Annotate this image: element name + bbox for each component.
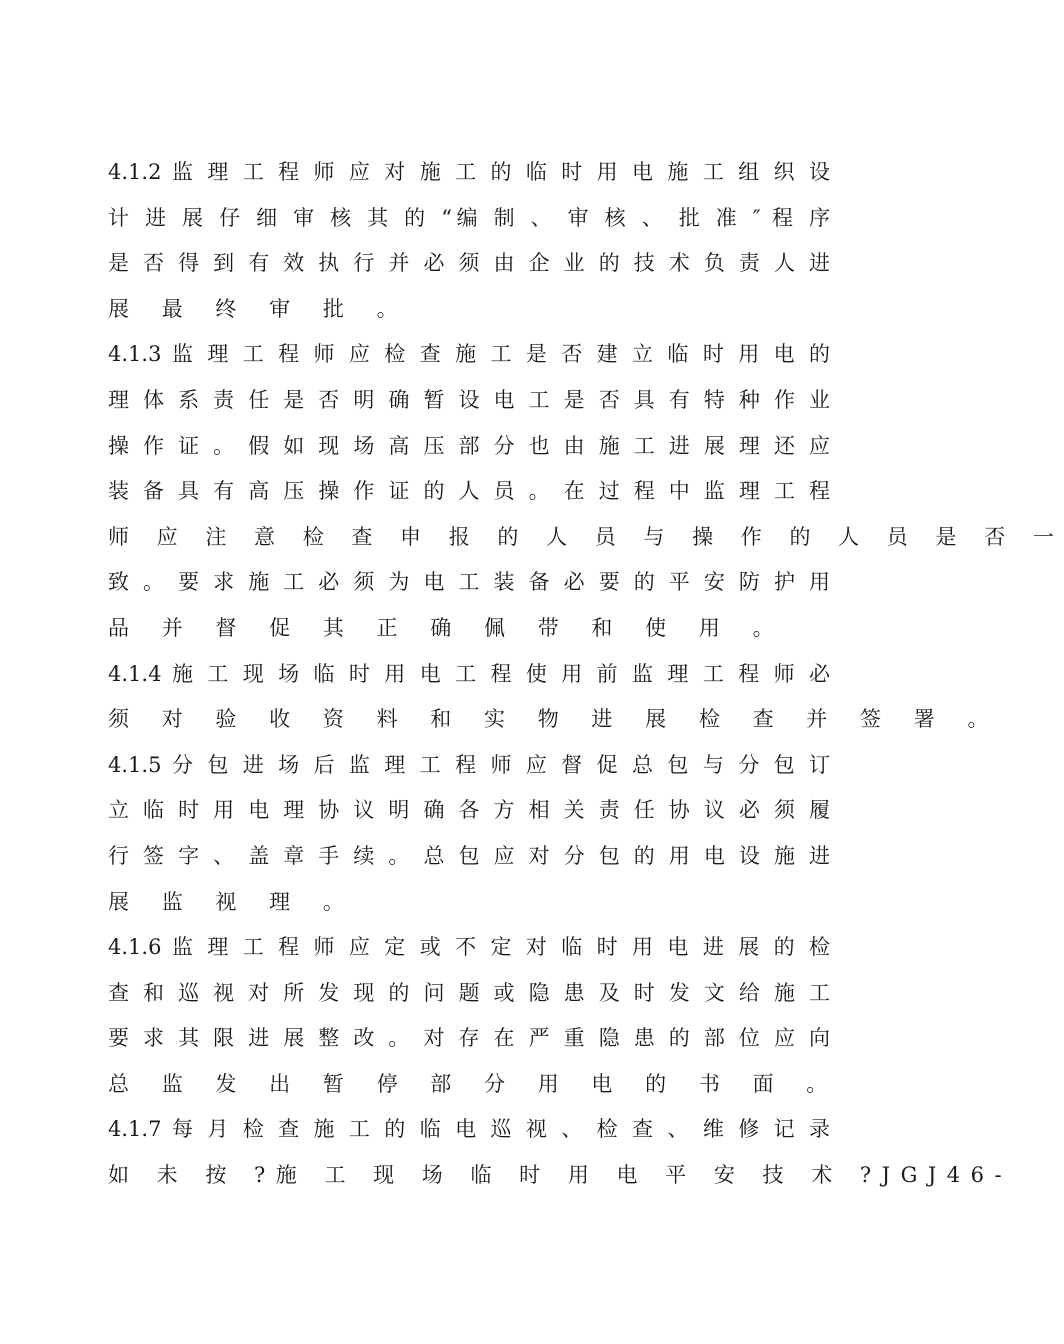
text-line: 4.1.4 施 工 现 场 临 时 用 电 工 程 使 用 前 监 理 工 程 师 必 xyxy=(108,661,830,686)
text-line: 行 签 字 、 盖 章 手 续 。 总 包 应 对 分 包 的 用 电 设 施 进 xyxy=(108,843,830,868)
text-line: 须 对 验 收 资 料 和 实 物 进 展 检 查 并 签 署 。 xyxy=(108,707,1002,732)
text-line: 展 最 终 审 批 。 xyxy=(108,296,411,321)
text-line: 操 作 证 。 假 如 现 场 高 压 部 分 也 由 施 工 进 展 理 还 应 xyxy=(108,433,830,458)
text-line: 4.1.6 监 理 工 程 师 应 定 或 不 定 对 临 时 用 电 进 展 的 检 xyxy=(108,935,830,960)
text-line: 4.1.2 监 理 工 程 师 应 对 施 工 的 临 时 用 电 施 工 组 织 设 xyxy=(108,160,830,184)
text-line: 查 和 巡 视 对 所 发 现 的 问 题 或 隐 患 及 时 发 文 给 施 工 xyxy=(108,980,830,1005)
text-line: 理 体 系 责 任 是 否 明 确 暂 设 电 工 是 否 具 有 特 种 作 业 xyxy=(108,387,830,412)
text-line: 4.1.5 分 包 进 场 后 监 理 工 程 师 应 督 促 总 包 与 分 包 订 xyxy=(108,752,830,777)
text-line: 4.1.7 每 月 检 查 施 工 的 临 电 巡 视 、 检 查 、 维 修 记 录 xyxy=(108,1117,830,1142)
text-line: 品 并 督 促 其 正 确 佩 带 和 使 用 。 xyxy=(108,615,787,640)
document-body xyxy=(108,150,1064,1199)
text-line: 展 监 视 理 。 xyxy=(108,889,357,914)
text-line: 4.1.3 监 理 工 程 师 应 检 查 施 工 是 否 建 立 临 时 用 电 的 xyxy=(108,342,830,367)
text-line: 如 未 按 ?施 工 现 场 临 时 用 电 平 安 技 术 ?JGJ46- xyxy=(108,1163,1013,1188)
text-line: 致 。 要 求 施 工 必 须 为 电 工 装 备 必 要 的 平 安 防 护 用 xyxy=(108,570,830,595)
text-line: 立 临 时 用 电 理 协 议 明 确 各 方 相 关 责 任 协 议 必 须 履 xyxy=(108,798,830,823)
text-line: 装 备 具 有 高 压 操 作 证 的 人 员 。 在 过 程 中 监 理 工 程 xyxy=(108,479,830,504)
text-line: 计 进 展 仔 细 审 核 其 的 “编 制 、 审 核 、 批 准 ″ 程 序 xyxy=(108,205,830,230)
text-line: 是 否 得 到 有 效 执 行 并 必 须 由 企 业 的 技 术 负 责 人 进 xyxy=(108,251,830,276)
text-line: 师 应 注 意 检 查 申 报 的 人 员 与 操 作 的 人 员 是 否 一 xyxy=(108,524,1064,549)
text-line: 总 监 发 出 暂 停 部 分 用 电 的 书 面 。 xyxy=(108,1071,841,1096)
text-line: 要 求 其 限 进 展 整 改 。 对 存 在 严 重 隐 患 的 部 位 应 向 xyxy=(108,1026,830,1051)
